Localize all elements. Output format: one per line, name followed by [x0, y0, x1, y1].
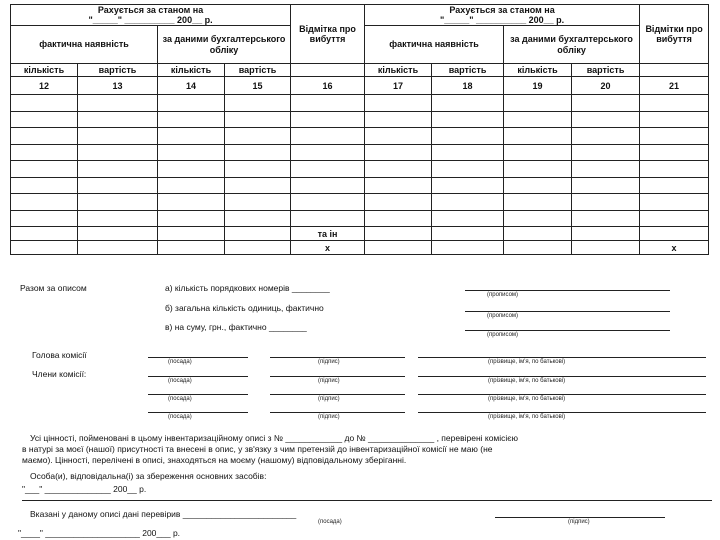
table-cell — [504, 128, 572, 145]
col-number: 20 — [572, 77, 640, 95]
verified-sign-line — [495, 517, 665, 518]
table-body — [11, 95, 709, 227]
table-cell — [365, 128, 432, 145]
col-qty: кількість — [158, 64, 225, 77]
right-accounting-header: за даними бухгалтерського обліку — [504, 26, 640, 64]
table-cell — [291, 210, 365, 227]
table-cell — [158, 194, 225, 211]
table-cell — [640, 144, 709, 161]
pidpys-caption: (підпис) — [318, 359, 340, 365]
statement-line-3: маємо). Цінності, перелічені в описі, знаходяться на моєму (нашому) відповідальному зберіганні. — [22, 455, 407, 465]
pib-caption: (прізвище, ім'я, по батькові) — [488, 396, 566, 402]
table-cell — [11, 95, 78, 112]
table-row — [11, 194, 709, 211]
table-cell — [158, 177, 225, 194]
table-cell — [640, 111, 709, 128]
table-cell — [504, 194, 572, 211]
summary-line-c: в) на суму, грн., фактично ________ — [165, 322, 307, 332]
table-cell — [432, 111, 504, 128]
col-number: 17 — [365, 77, 432, 95]
table-row — [11, 111, 709, 128]
posada-caption: (посада) — [168, 378, 192, 384]
posada-caption: (посада) — [168, 396, 192, 402]
table-cell — [225, 128, 291, 145]
table-cell — [11, 177, 78, 194]
table-cell — [432, 161, 504, 178]
summary-label: Разом за описом — [20, 283, 87, 293]
table-row — [11, 128, 709, 145]
table-cell — [78, 210, 158, 227]
left-group-title: Рахується за станом на "_____" __________ 200__ р. — [11, 5, 291, 26]
col-number: 15 — [225, 77, 291, 95]
right-mark-header: Відмітки про вибуття — [640, 5, 709, 64]
statement-line-2: в натурі за моєї (нашої) присутності та внесені в опис, у зв'язку з чим претензій до інвентаризаційної комісії не маю (не — [22, 444, 493, 454]
table-cell — [11, 111, 78, 128]
table-cell — [78, 161, 158, 178]
col-qty: кількість — [504, 64, 572, 77]
table-cell — [572, 111, 640, 128]
summary-line-a: а) кількість порядкових номерів ________ — [165, 283, 330, 293]
pib-caption: (прізвище, ім'я, по батькові) — [488, 378, 566, 384]
verified-posada: (посада) — [318, 519, 342, 525]
table-cell — [291, 161, 365, 178]
table-cell — [291, 177, 365, 194]
col-number: 18 — [432, 77, 504, 95]
col-number: 14 — [158, 77, 225, 95]
table-cell — [432, 210, 504, 227]
table-cell — [572, 194, 640, 211]
table-cell — [78, 194, 158, 211]
table-cell — [504, 210, 572, 227]
posada-caption: (посада) — [168, 359, 192, 365]
signature-line — [148, 394, 248, 395]
table-cell — [432, 177, 504, 194]
table-cell — [225, 144, 291, 161]
table-cell — [365, 194, 432, 211]
table-cell — [225, 210, 291, 227]
summary-c-line — [465, 330, 670, 331]
table-cell — [11, 194, 78, 211]
commission-head-label: Голова комісії — [32, 350, 87, 360]
table-cell — [365, 161, 432, 178]
table-cell — [78, 111, 158, 128]
table-cell — [225, 177, 291, 194]
table-cell — [365, 144, 432, 161]
left-accounting-header: за даними бухгалтерського обліку — [158, 26, 291, 64]
signature-line — [270, 412, 405, 413]
pidpys-caption: (підпис) — [318, 414, 340, 420]
right-actual-header: фактична наявність — [365, 26, 504, 64]
verified-label: Вказані у даному описі дані перевірив ________________________ — [30, 509, 297, 519]
responsible-date: "___" ______________ 200__ р. — [22, 484, 147, 494]
col-number: 21 — [640, 77, 709, 95]
table-cell — [640, 194, 709, 211]
table-cell — [572, 177, 640, 194]
summary-b-line — [465, 311, 670, 312]
left-actual-header: фактична наявність — [11, 26, 158, 64]
table-cell — [640, 128, 709, 145]
propysom-c: (прописом) — [487, 332, 519, 338]
table-cell — [11, 128, 78, 145]
table-cell — [291, 95, 365, 112]
table-cell — [432, 95, 504, 112]
table-cell — [432, 144, 504, 161]
table-cell — [572, 210, 640, 227]
propysom-a: (прописом) — [487, 292, 519, 298]
table-cell — [291, 111, 365, 128]
table-cell — [78, 177, 158, 194]
table-cell — [572, 95, 640, 112]
signature-line — [148, 412, 248, 413]
table-cell — [504, 111, 572, 128]
col-qty: кількість — [11, 64, 78, 77]
table-cell — [365, 177, 432, 194]
table-cell — [432, 128, 504, 145]
inventory-table-wrap — [10, 4, 708, 272]
table-cell — [504, 177, 572, 194]
table-cell — [11, 210, 78, 227]
table-cell — [225, 161, 291, 178]
table-cell — [11, 161, 78, 178]
signature-line — [418, 394, 706, 395]
table-cell — [572, 161, 640, 178]
signature-line — [148, 357, 248, 358]
table-cell — [78, 144, 158, 161]
table-cell — [640, 95, 709, 112]
responsible-line — [22, 500, 712, 501]
col-number: 16 — [291, 77, 365, 95]
table-cell — [291, 194, 365, 211]
table-cell — [572, 128, 640, 145]
col-number: 12 — [11, 77, 78, 95]
tail-note: та ін — [291, 227, 365, 241]
table-cell — [504, 95, 572, 112]
table-cell — [504, 161, 572, 178]
col-value: вартість — [572, 64, 640, 77]
table-row — [11, 144, 709, 161]
table-cell — [158, 111, 225, 128]
table-row — [11, 177, 709, 194]
table-cell — [225, 194, 291, 211]
table-cell — [225, 95, 291, 112]
signature-line — [418, 376, 706, 377]
signature-line — [418, 357, 706, 358]
signature-line — [270, 376, 405, 377]
table-row — [11, 210, 709, 227]
col-value: вартість — [225, 64, 291, 77]
table-cell — [432, 194, 504, 211]
signature-line — [148, 376, 248, 377]
propysom-b: (прописом) — [487, 313, 519, 319]
table-cell — [78, 128, 158, 145]
table-cell — [365, 210, 432, 227]
table-cell — [572, 144, 640, 161]
table-cell — [291, 128, 365, 145]
tail-x-left: х — [291, 241, 365, 255]
table-cell — [11, 144, 78, 161]
table-row — [11, 95, 709, 112]
table-cell — [225, 111, 291, 128]
signature-line — [270, 357, 405, 358]
table-cell — [640, 161, 709, 178]
summary-a-line — [465, 290, 670, 291]
col-blank — [291, 64, 365, 77]
table-cell — [158, 128, 225, 145]
col-blank — [640, 64, 709, 77]
verified-pidpys: (підпис) — [568, 519, 590, 525]
commission-members-label: Члени комісії: — [32, 369, 87, 379]
pidpys-caption: (підпис) — [318, 396, 340, 402]
col-value: вартість — [432, 64, 504, 77]
table-cell — [158, 95, 225, 112]
tail-x-right: х — [640, 241, 709, 255]
signature-line — [418, 412, 706, 413]
responsible-label: Особа(и), відповідальна(і) за збереження основних засобів: — [30, 471, 267, 481]
posada-caption: (посада) — [168, 414, 192, 420]
table-cell — [158, 161, 225, 178]
table-cell — [504, 144, 572, 161]
pib-caption: (прізвище, ім'я, по батькові) — [488, 414, 566, 420]
table-cell — [158, 210, 225, 227]
pidpys-caption: (підпис) — [318, 378, 340, 384]
inventory-table — [10, 4, 709, 255]
table-cell — [78, 95, 158, 112]
statement-line-1: Усі цінності, пойменовані в цьому інвентаризаційному описі з № ____________ до № ______________ , перевірені комісією — [30, 433, 519, 443]
left-mark-header: Відмітка про вибуття — [291, 5, 365, 64]
table-cell — [365, 95, 432, 112]
table-cell — [291, 144, 365, 161]
col-number: 13 — [78, 77, 158, 95]
table-cell — [640, 210, 709, 227]
col-value: вартість — [78, 64, 158, 77]
col-qty: кількість — [365, 64, 432, 77]
signature-line — [270, 394, 405, 395]
table-cell — [158, 144, 225, 161]
pib-caption: (прізвище, ім'я, по батькові) — [488, 359, 566, 365]
table-row — [11, 161, 709, 178]
verified-date: "____" ____________________ 200___ р. — [18, 528, 181, 538]
right-group-title: Рахується за станом на "_____" __________ 200__ р. — [365, 5, 640, 26]
summary-line-b: б) загальна кількість одиниць, фактично — [165, 303, 324, 313]
table-cell — [640, 177, 709, 194]
table-cell — [365, 111, 432, 128]
col-number: 19 — [504, 77, 572, 95]
